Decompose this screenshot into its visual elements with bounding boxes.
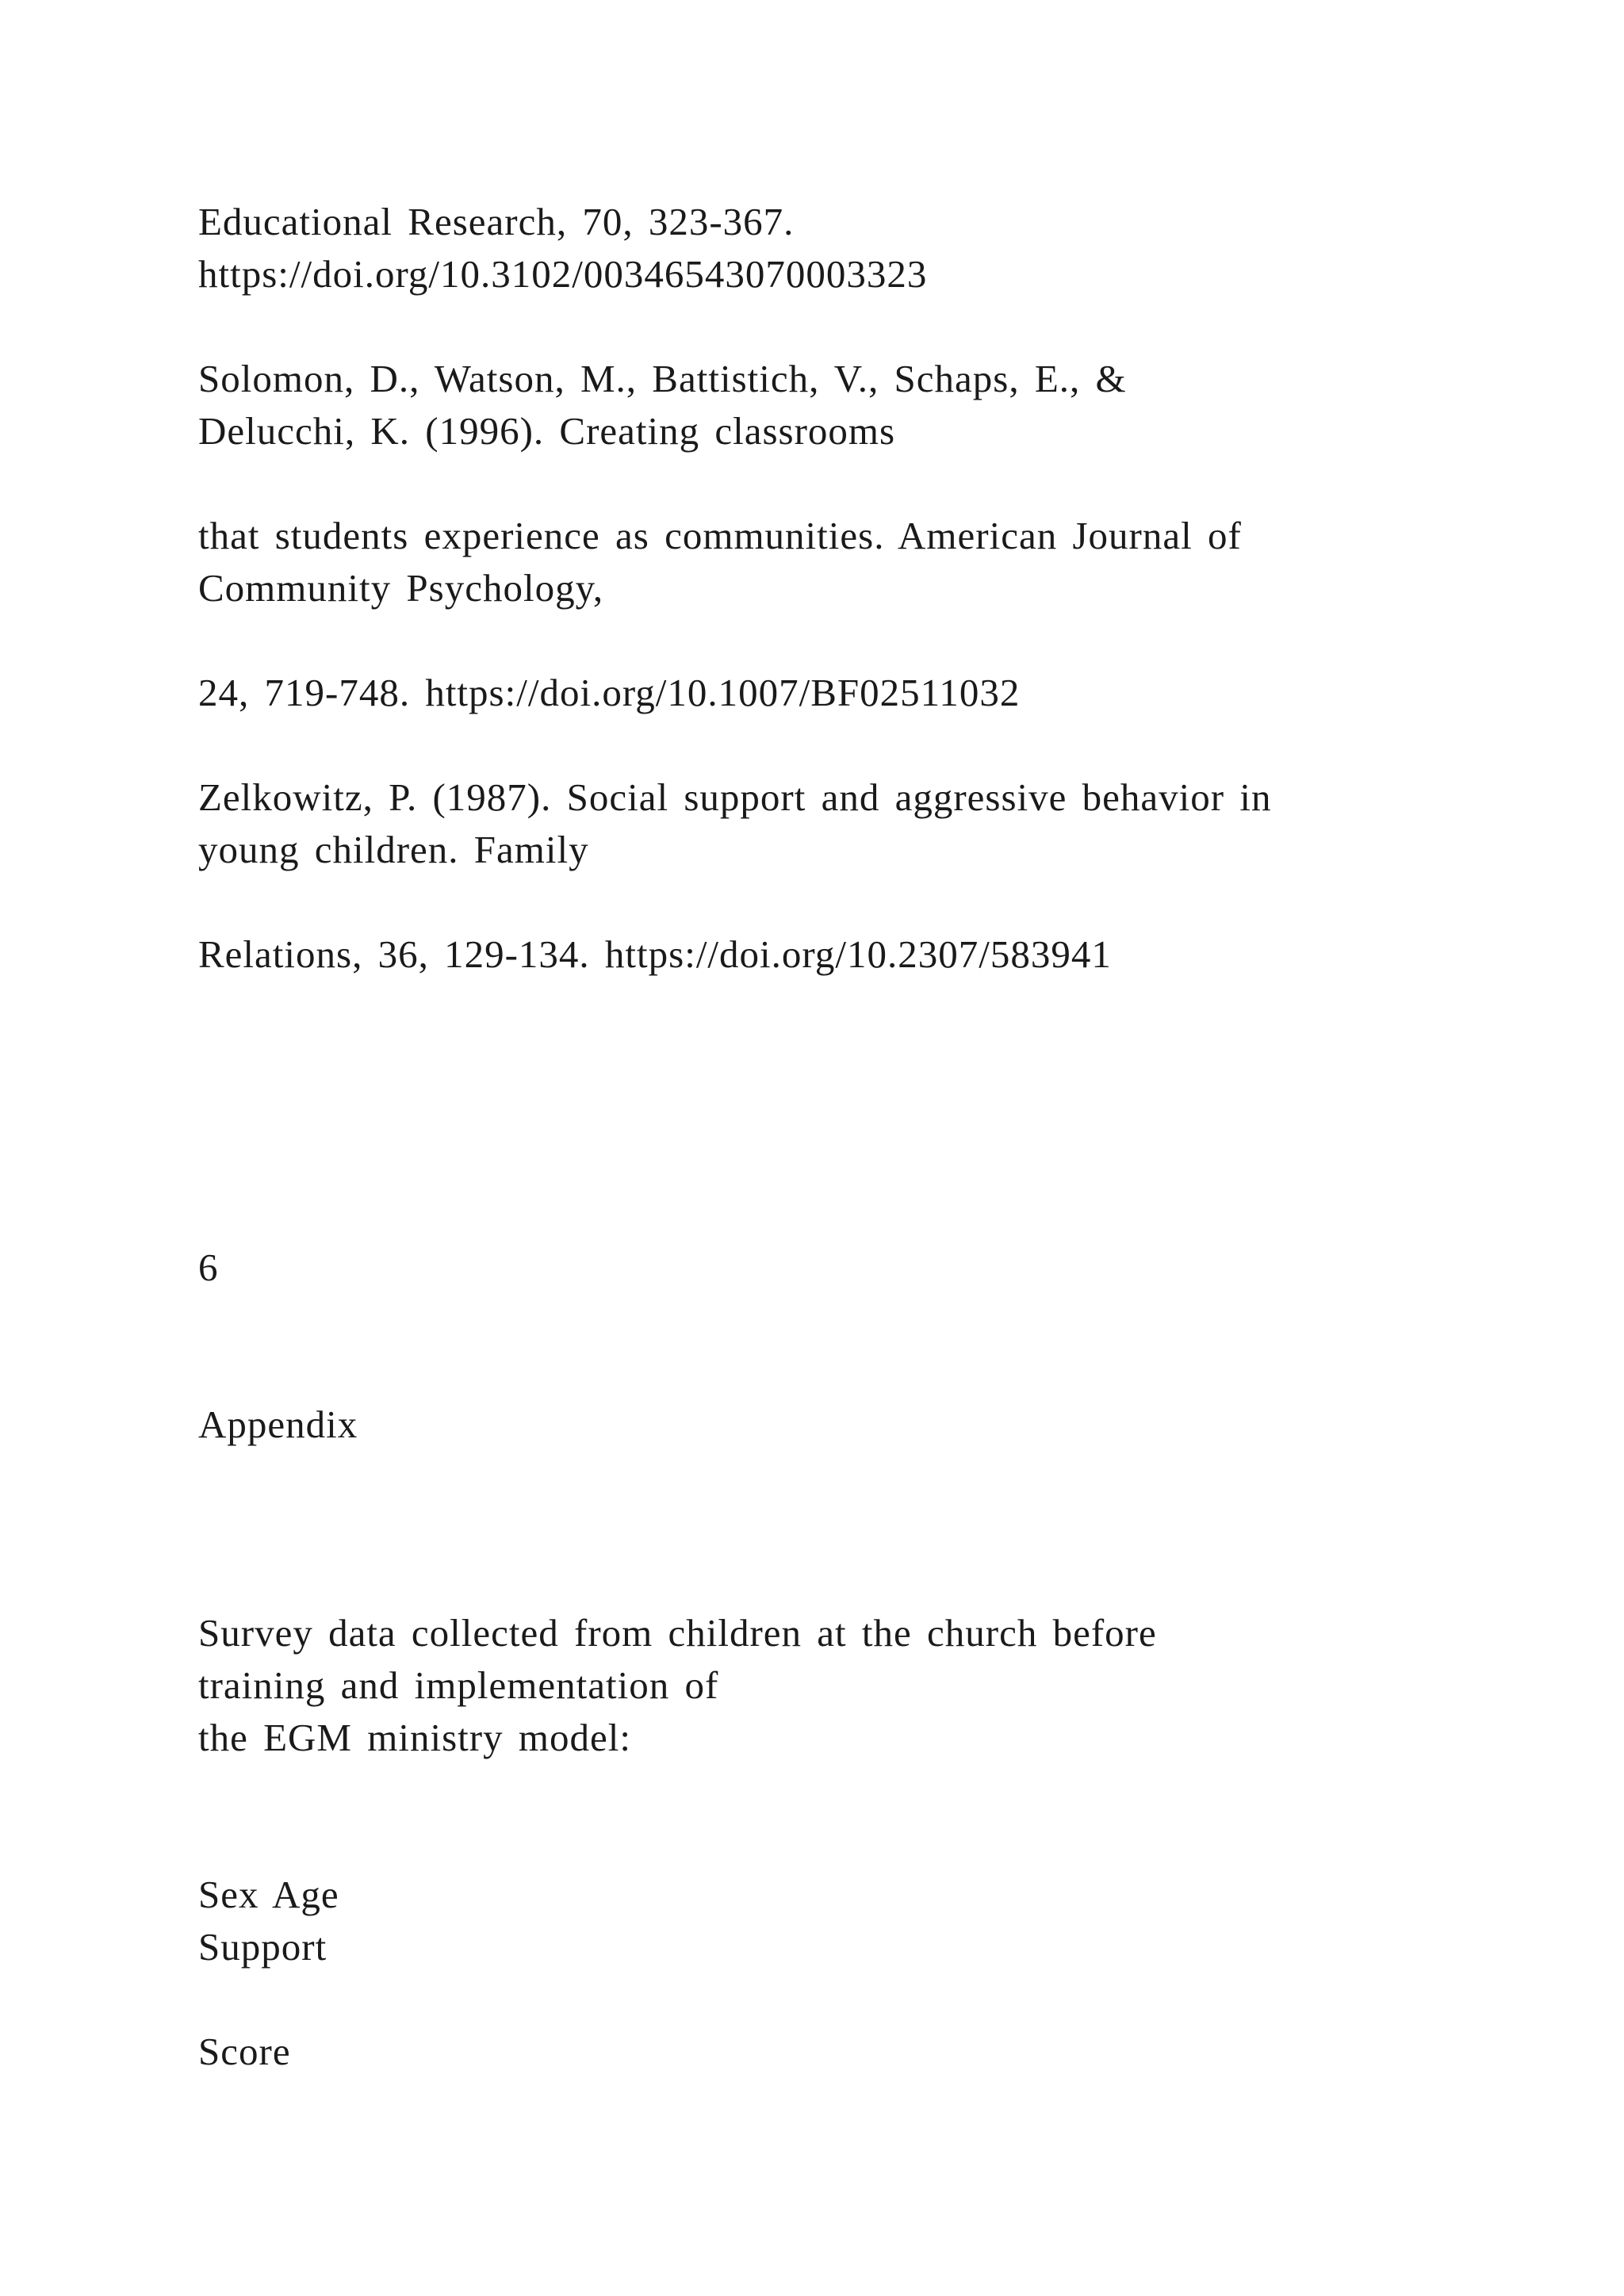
page-number: 6 bbox=[198, 1246, 219, 1289]
ref3-line2: young children. Family bbox=[198, 828, 589, 871]
table-header-score: Score bbox=[198, 2030, 291, 2073]
ref1-doi-link[interactable]: https://doi.org/10.3102/00346543070003323 bbox=[198, 252, 928, 296]
survey-line3: the EGM ministry model: bbox=[198, 1716, 631, 1759]
ref1-line1: Educational Research, 70, 323-367. bbox=[198, 200, 795, 243]
ref2-line2: Delucchi, K. (1996). Creating classrooms bbox=[198, 409, 896, 453]
table-header-support: Support bbox=[198, 1925, 327, 1969]
ref3-doi-line[interactable]: Relations, 36, 129-134. https://doi.org/10.2307/583941 bbox=[198, 932, 1112, 976]
ref2-line1: Solomon, D., Watson, M., Battistich, V., Schaps, E., & bbox=[198, 357, 1127, 400]
survey-line1: Survey data collected from children at the church before bbox=[198, 1611, 1157, 1655]
table-header-sex-age: Sex Age bbox=[198, 1873, 339, 1916]
survey-line2: training and implementation of bbox=[198, 1663, 719, 1707]
ref2-doi-line[interactable]: 24, 719-748. https://doi.org/10.1007/BF02511032 bbox=[198, 671, 1021, 714]
appendix-heading: Appendix bbox=[198, 1402, 358, 1446]
ref3-line1: Zelkowitz, P. (1987). Social support and aggressive behavior in bbox=[198, 775, 1272, 819]
ref2-line3: that students experience as communities. American Journal of bbox=[198, 514, 1242, 557]
ref2-line4: Community Psychology, bbox=[198, 566, 604, 610]
